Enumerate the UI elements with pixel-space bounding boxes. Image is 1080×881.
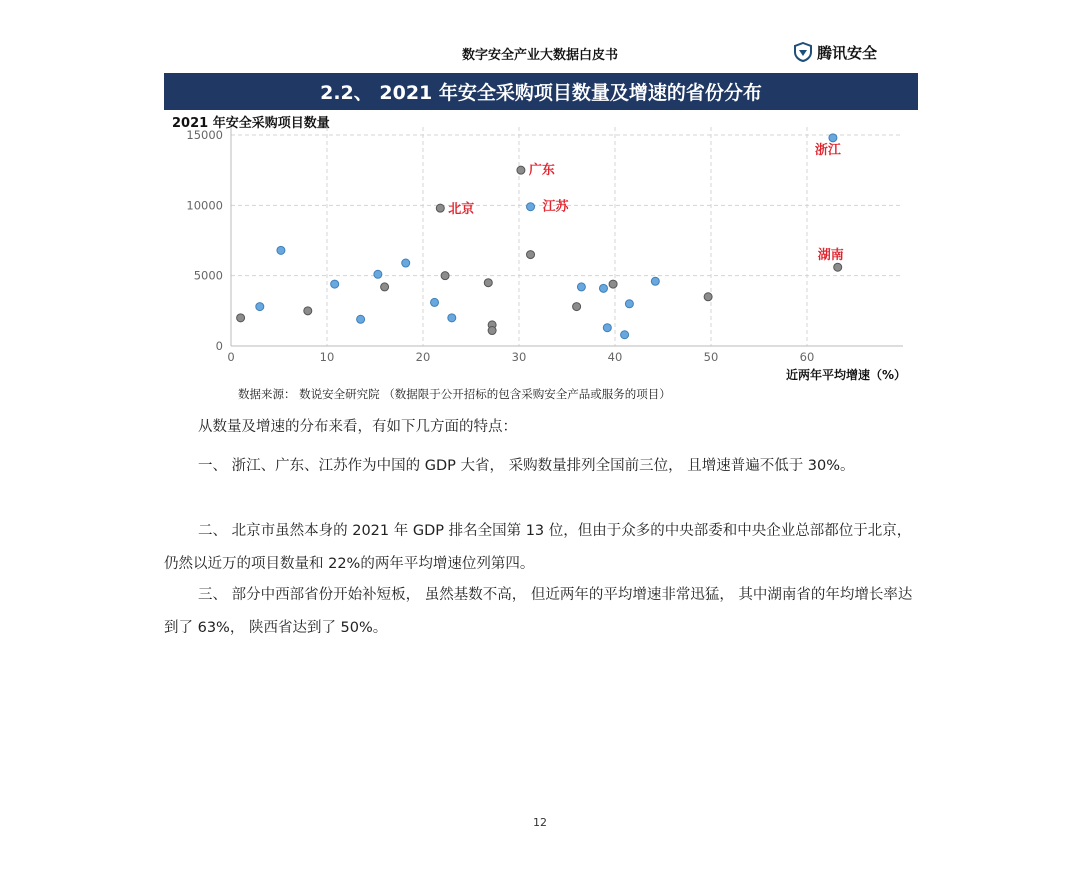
data-point: [431, 298, 439, 306]
data-point: [621, 331, 629, 339]
logo-text: 腾讯安全: [817, 43, 878, 62]
data-point: [609, 280, 617, 288]
data-point: [834, 263, 842, 271]
data-point: [651, 277, 659, 285]
source-note: 数据来源： 数说安全研究院 （数据限于公开招标的包含采购安全产品或服务的项目）: [238, 387, 671, 401]
data-point: [573, 303, 581, 311]
tencent-security-logo: [793, 40, 877, 64]
data-point: [527, 203, 535, 211]
data-point: [357, 315, 365, 323]
data-point: [704, 293, 712, 301]
paragraph-point-2: 二、 北京市虽然本身的 2021 年 GDP 排名全国第 13 位，但由于众多的中央部委和中央企业总部都位于北京， 仍然以近万的项目数量和 22%的两年平均增速位列第四。: [164, 523, 912, 572]
paragraph-intro: 从数量及增速的分布来看，有如下几方面的特点：: [198, 419, 517, 435]
data-point: [829, 134, 837, 142]
data-point: [625, 300, 633, 308]
data-point: [577, 283, 585, 291]
y-tick-label: 0: [215, 339, 223, 353]
section-title-banner: [164, 73, 918, 110]
province-label: 江苏: [542, 199, 569, 215]
data-point: [441, 272, 449, 280]
data-point: [256, 303, 264, 311]
data-point: [527, 251, 535, 259]
scatter-chart: [164, 112, 918, 384]
data-point: [374, 270, 382, 278]
x-tick-label: 20: [415, 350, 431, 364]
province-label: 湖南: [817, 248, 844, 264]
x-axis-label: 近两年平均增速（%）: [785, 368, 906, 382]
province-label: 北京: [448, 202, 475, 218]
document-title: 数字安全产业大数据白皮书: [461, 48, 618, 63]
data-point: [603, 324, 611, 332]
province-label: 浙江: [814, 142, 841, 158]
y-tick-label: 15000: [186, 128, 223, 142]
data-point: [517, 166, 525, 174]
x-tick-label: 10: [319, 350, 335, 364]
x-tick-label: 30: [511, 350, 527, 364]
section-title: 2.2、 2021 年安全采购项目数量及增速的省份分布: [320, 82, 762, 104]
data-point: [237, 314, 245, 322]
y-tick-label: 5000: [193, 268, 223, 283]
data-point: [484, 279, 492, 287]
y-tick-label: 10000: [186, 198, 223, 213]
x-tick-label: 60: [799, 350, 815, 364]
data-point: [304, 307, 312, 315]
x-tick-label: 50: [703, 350, 719, 364]
province-label: 广东: [528, 163, 555, 179]
data-point: [402, 259, 410, 267]
data-point: [331, 280, 339, 288]
data-point: [436, 204, 444, 212]
data-point: [448, 314, 456, 322]
chart-title: 2021 年安全采购项目数量: [172, 116, 330, 131]
data-point: [488, 327, 496, 335]
page-number: 12: [533, 816, 547, 829]
paragraph-point-1: 一、 浙江、广东、江苏作为中国的 GDP 大省， 采购数量排列全国前三位， 且增速普遍不低于 30%。: [198, 458, 855, 474]
data-point: [599, 284, 607, 292]
x-tick-label: 40: [607, 350, 623, 364]
x-tick-label: 0: [227, 350, 235, 364]
paragraph-point-3: 三、 部分中西部省份开始补短板， 虽然基数不高， 但近两年的平均增速非常迅猛， 其中湖南省的年均增长率达到了 63%， 陕西省达到了 50%。: [164, 587, 913, 636]
shield-icon: [793, 42, 813, 62]
data-point: [277, 246, 285, 254]
data-point: [381, 283, 389, 291]
